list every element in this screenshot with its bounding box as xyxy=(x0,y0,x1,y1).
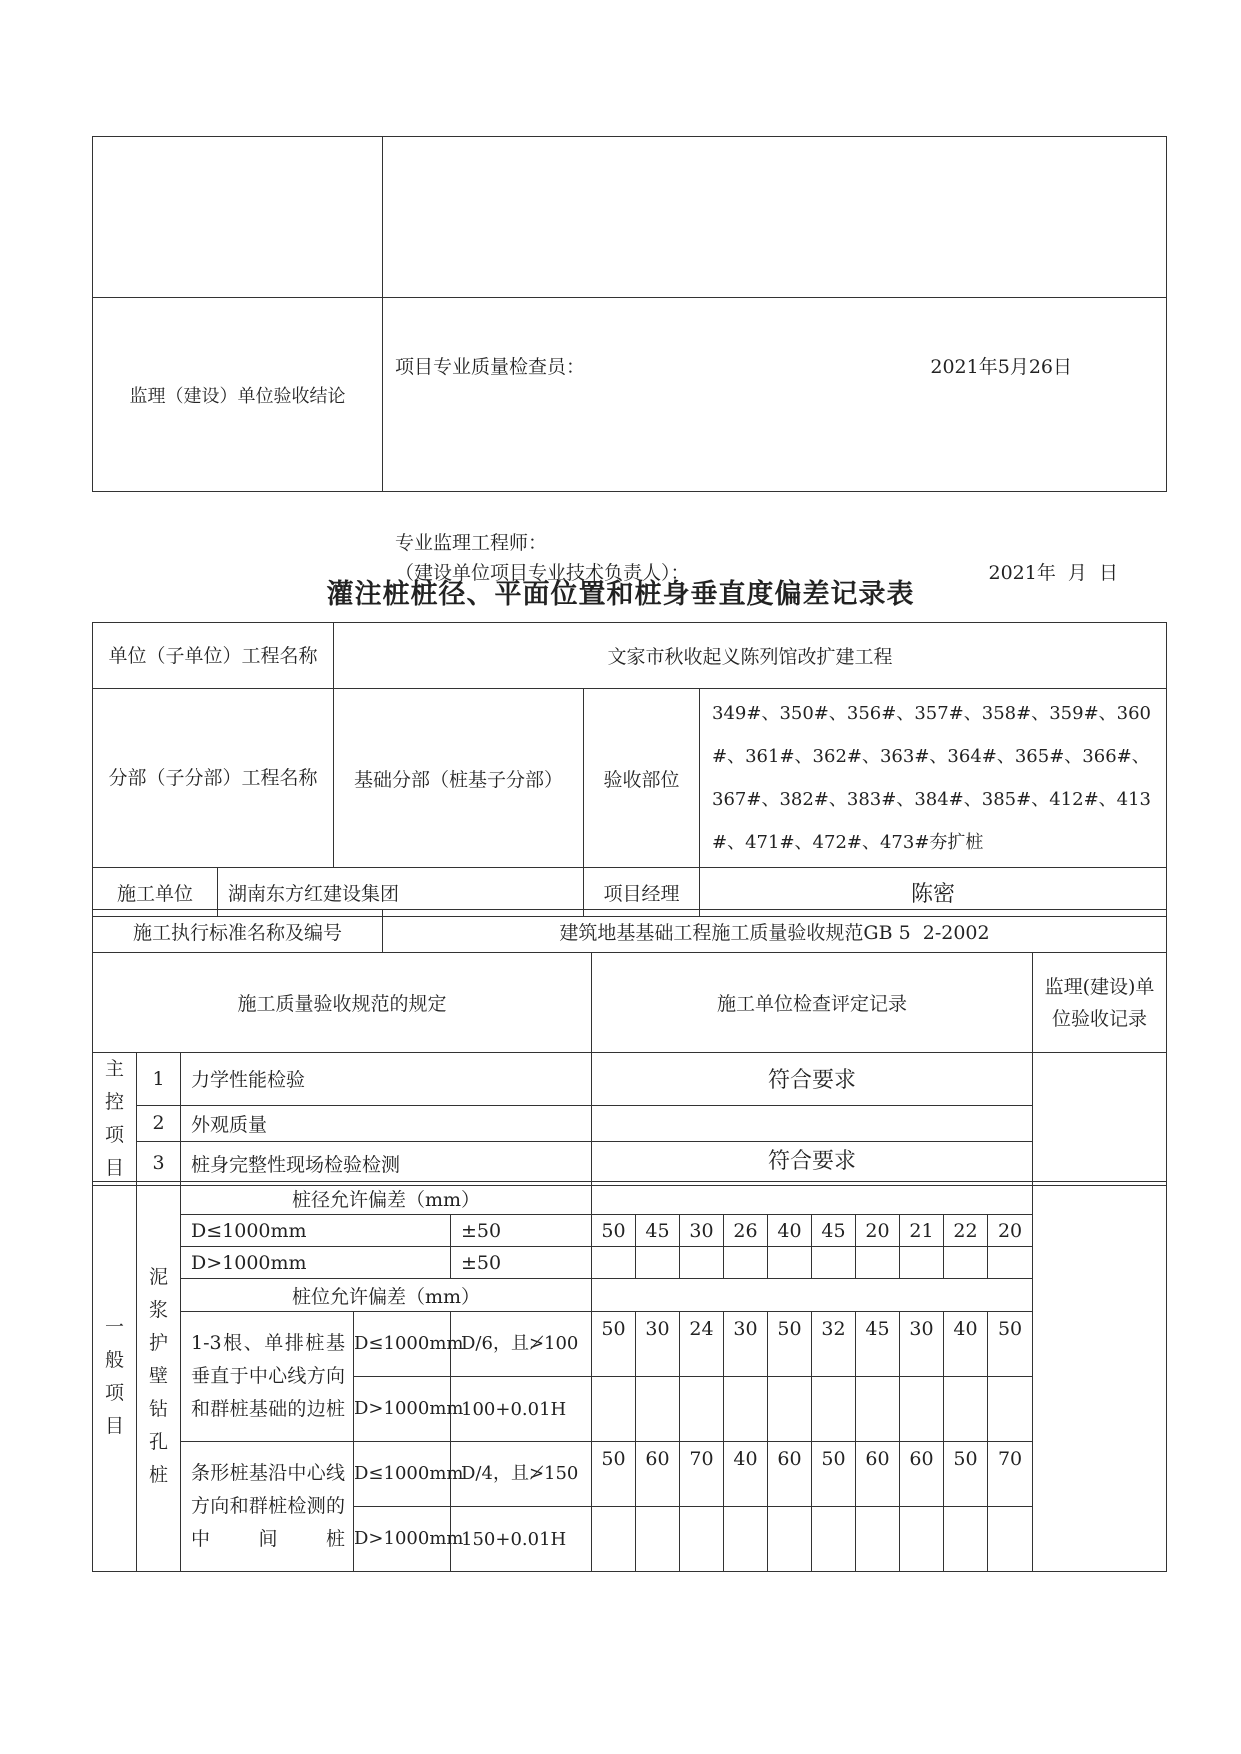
general-table xyxy=(92,1181,1167,1572)
col-spec: 施工质量验收规范的规定 xyxy=(93,953,592,1053)
measure-cell: 40 xyxy=(944,1312,988,1377)
measure-cell xyxy=(812,1377,856,1442)
measure-cell: 60 xyxy=(856,1442,900,1507)
diameter-cond: D≤1000mm xyxy=(181,1215,451,1247)
main-item-result xyxy=(592,1105,1033,1141)
measure-cell: 20 xyxy=(856,1215,900,1247)
position-tol: 100+0.01H xyxy=(451,1377,592,1442)
measure-cell: 21 xyxy=(900,1215,944,1247)
sub-project-value: 基础分部（桩基子分部） xyxy=(334,689,584,868)
unit-project-label: 单位（子单位）工程名称 xyxy=(93,623,334,689)
measure-cell xyxy=(812,1247,856,1279)
main-item-no: 2 xyxy=(137,1105,181,1141)
quality-inspector-label: 项目专业质量检查员： xyxy=(395,356,586,378)
position-cond: D>1000mm xyxy=(354,1377,451,1442)
measure-cell xyxy=(680,1507,724,1572)
contractor-label: 施工单位 xyxy=(93,868,218,917)
measure-cell xyxy=(900,1247,944,1279)
measure-cell: 50 xyxy=(592,1312,636,1377)
pm-value: 陈密 xyxy=(700,868,1167,917)
position-tol: D/6，且≯100 xyxy=(451,1312,592,1377)
supervision-engineer-label: 专业监理工程师： xyxy=(395,531,548,554)
unit-project-value: 文家市秋收起义陈列馆改扩建工程 xyxy=(334,623,1167,689)
position-cond: D≤1000mm xyxy=(354,1312,451,1377)
measure-cell xyxy=(724,1377,768,1442)
measure-cell xyxy=(592,1507,636,1572)
measure-cell xyxy=(988,1377,1033,1442)
signoff-block xyxy=(92,136,1167,584)
measure-cell xyxy=(944,1247,988,1279)
standard-label: 施工执行标准名称及编号 xyxy=(93,910,383,953)
col-contractor-record: 施工单位检查评定记录 xyxy=(592,953,1033,1053)
measure-cell: 40 xyxy=(768,1215,812,1247)
measure-cell: 30 xyxy=(680,1215,724,1247)
owner-tech-lead-label: （建设单位项目专业技术负责人）： xyxy=(395,561,690,584)
position-header: 桩位允许偏差（mm） xyxy=(181,1279,592,1312)
sub-project-label: 分部（子分部）工程名称 xyxy=(93,689,334,868)
main-item-name: 桩身完整性现场检验检测 xyxy=(181,1141,592,1185)
position-group-desc: 1-3根、单排桩基垂直于中心线方向和群桩基础的边桩 xyxy=(181,1312,354,1442)
measure-cell: 50 xyxy=(592,1215,636,1247)
main-item-no: 1 xyxy=(137,1053,181,1106)
signoff-empty-cell xyxy=(93,137,383,298)
position-tol: 150+0.01H xyxy=(451,1507,592,1572)
measure-cell xyxy=(768,1377,812,1442)
main-item-no: 3 xyxy=(137,1141,181,1185)
main-item-name: 力学性能检验 xyxy=(181,1053,592,1106)
position-cond: D>1000mm xyxy=(354,1507,451,1572)
measure-cell: 45 xyxy=(856,1312,900,1377)
measure-cell: 50 xyxy=(988,1312,1033,1377)
measure-cell xyxy=(988,1247,1033,1279)
main-control-label: 主控项目 xyxy=(93,1053,137,1186)
measure-cell xyxy=(900,1507,944,1572)
column-header-row xyxy=(92,952,1167,1053)
measure-cell xyxy=(856,1247,900,1279)
supervision-date: 2021年 月 日 xyxy=(988,561,1118,584)
measure-cell xyxy=(636,1377,680,1442)
main-item-result: 符合要求 xyxy=(592,1141,1033,1185)
measure-cell: 60 xyxy=(636,1442,680,1507)
measure-cell xyxy=(856,1377,900,1442)
supervision-conclusion-label: 监理（建设）单位验收结论 xyxy=(93,298,383,492)
measure-cell xyxy=(944,1507,988,1572)
measure-cell xyxy=(636,1507,680,1572)
measure-cell: 24 xyxy=(680,1312,724,1377)
measure-cell: 50 xyxy=(592,1442,636,1507)
measure-cell: 20 xyxy=(988,1215,1033,1247)
measure-cell: 70 xyxy=(988,1442,1033,1507)
measure-cell: 32 xyxy=(812,1312,856,1377)
diameter-header: 桩径允许偏差（mm） xyxy=(181,1182,592,1215)
position-tol: D/4，且≯150 xyxy=(451,1442,592,1507)
measure-cell xyxy=(988,1507,1033,1572)
measure-cell xyxy=(636,1247,680,1279)
diameter-tol: ±50 xyxy=(451,1215,592,1247)
diameter-tol: ±50 xyxy=(451,1247,592,1279)
main-item-result: 符合要求 xyxy=(592,1053,1033,1106)
measure-cell xyxy=(768,1247,812,1279)
measure-cell: 60 xyxy=(768,1442,812,1507)
measure-cell: 50 xyxy=(812,1442,856,1507)
measure-cell xyxy=(592,1377,636,1442)
col-supervision-record: 监理(建设)单位验收记录 xyxy=(1033,953,1167,1053)
measure-cell: 40 xyxy=(724,1442,768,1507)
measure-cell: 30 xyxy=(636,1312,680,1377)
standard-value: 建筑地基基础工程施工质量验收规范GB 5 2-2002 xyxy=(383,910,1167,953)
measure-cell: 30 xyxy=(724,1312,768,1377)
pile-type-label: 泥浆护壁钻孔桩 xyxy=(137,1182,181,1572)
acceptance-part-value: 349#、350#、356#、357#、358#、359#、360#、361#、362#、363#、364#、365#、366#、367#、382#、383#、384#、385#、412#、413#、471#、472#、473#夯扩桩 xyxy=(700,689,1167,868)
main-control-supervision-cell xyxy=(1033,1053,1167,1186)
general-supervision-cell xyxy=(1033,1182,1167,1572)
header-table xyxy=(92,622,1167,917)
contractor-value: 湖南东方红建设集团 xyxy=(218,868,584,917)
measure-cell xyxy=(900,1377,944,1442)
measure-cell: 50 xyxy=(944,1442,988,1507)
measure-cell: 30 xyxy=(900,1312,944,1377)
form-title: 灌注桩桩径、平面位置和桩身垂直度偏差记录表 xyxy=(326,579,915,610)
measure-cell xyxy=(680,1247,724,1279)
quality-inspector-date: 2021年5月26日 xyxy=(930,356,1072,378)
position-group-desc: 条形桩基沿中心线方向和群桩检测的中间桩 xyxy=(181,1442,354,1572)
measure-cell xyxy=(944,1377,988,1442)
measure-cell: 45 xyxy=(812,1215,856,1247)
measure-cell xyxy=(724,1247,768,1279)
main-control-table xyxy=(92,1052,1167,1186)
measure-cell xyxy=(680,1377,724,1442)
measure-cell xyxy=(768,1507,812,1572)
pm-label: 项目经理 xyxy=(584,868,700,917)
measure-cell: 45 xyxy=(636,1215,680,1247)
measure-cell: 50 xyxy=(768,1312,812,1377)
measure-cell: 60 xyxy=(900,1442,944,1507)
measure-cell xyxy=(812,1507,856,1572)
general-label: 一般项目 xyxy=(93,1182,137,1572)
measure-cell: 70 xyxy=(680,1442,724,1507)
acceptance-part-label: 验收部位 xyxy=(584,689,700,868)
standard-row xyxy=(92,909,1167,953)
measure-cell xyxy=(856,1507,900,1572)
position-cond: D≤1000mm xyxy=(354,1442,451,1507)
measure-cell xyxy=(724,1507,768,1572)
measure-cell: 22 xyxy=(944,1215,988,1247)
main-item-name: 外观质量 xyxy=(181,1105,592,1141)
diameter-cond: D>1000mm xyxy=(181,1247,451,1279)
measure-cell: 26 xyxy=(724,1215,768,1247)
measure-cell xyxy=(592,1247,636,1279)
